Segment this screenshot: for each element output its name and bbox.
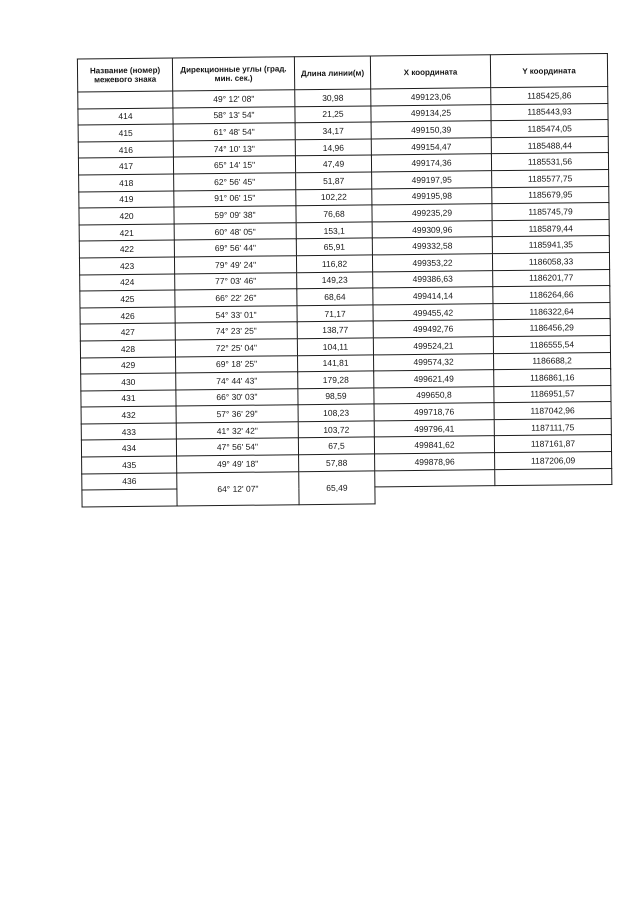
y-coordinate-cell: 1186322,64	[493, 302, 610, 320]
x-coordinate-cell: 499414,14	[373, 287, 493, 305]
point-name-cell: 426	[80, 307, 175, 325]
point-name-cell: 420	[79, 207, 174, 225]
direction-angle-cell: 60° 48' 05"	[174, 222, 296, 240]
x-coordinate-cell: 499154,47	[371, 137, 491, 155]
line-length-cell: 65,49	[299, 471, 375, 505]
y-coordinate-cell: 1185488,44	[491, 136, 608, 154]
direction-angle-cell: 57° 36' 29"	[176, 405, 298, 423]
line-length-cell: 47,49	[295, 155, 371, 172]
point-name-cell: 425	[80, 290, 175, 308]
line-length-cell: 30,98	[295, 89, 371, 106]
y-coordinate-cell: 1185474,05	[491, 120, 608, 138]
header-line-length: Длина линии(м)	[294, 56, 370, 90]
line-length-cell: 34,17	[295, 122, 371, 139]
point-name-cell: 436	[82, 473, 177, 491]
y-coordinate-cell: 1186688,2	[493, 352, 610, 370]
line-length-cell: 103,72	[298, 421, 374, 438]
direction-angle-cell: 74° 23' 25"	[175, 322, 297, 340]
y-coordinate-cell: 1187111,75	[494, 418, 611, 436]
direction-angle-cell: 74° 44' 43"	[176, 372, 298, 390]
x-coordinate-cell: 499796,41	[374, 420, 494, 438]
x-coordinate-cell: 499455,42	[373, 303, 493, 321]
header-y-coordinate: Y координата	[490, 53, 607, 87]
point-name-cell: 428	[80, 340, 175, 358]
line-length-cell: 141,81	[298, 354, 374, 371]
direction-angle-cell: 66° 22' 26"	[175, 289, 297, 307]
y-coordinate-cell: 1185443,93	[491, 103, 608, 121]
y-coordinate-cell: 1185879,44	[492, 219, 609, 237]
direction-angle-cell: 58° 13' 54"	[173, 106, 295, 124]
y-coordinate-cell: 1185745,79	[492, 203, 609, 221]
line-length-cell: 65,91	[296, 238, 372, 255]
point-name-cell	[82, 489, 177, 507]
y-coordinate-cell: 1186456,29	[493, 319, 610, 337]
line-length-cell: 68,64	[297, 288, 373, 305]
y-coordinate-cell: 1186555,54	[493, 335, 610, 353]
x-coordinate-cell: 499718,76	[374, 403, 494, 421]
line-length-cell: 76,68	[296, 205, 372, 222]
x-coordinate-cell: 499309,96	[372, 220, 492, 238]
line-length-cell: 21,25	[295, 106, 371, 123]
direction-angle-cell: 66° 30' 03"	[176, 388, 298, 406]
direction-angle-cell: 74° 10' 13"	[173, 140, 295, 158]
direction-angle-cell: 69° 56' 44"	[174, 239, 296, 257]
line-length-cell: 51,87	[296, 172, 372, 189]
x-coordinate-cell	[375, 469, 495, 487]
direction-angle-cell: 47° 56' 54"	[176, 438, 298, 456]
point-name-cell: 414	[78, 108, 173, 126]
line-length-cell: 14,96	[295, 139, 371, 156]
direction-angle-cell: 65° 14' 15"	[173, 156, 295, 174]
line-length-cell: 102,22	[296, 189, 372, 206]
y-coordinate-cell: 1186951,57	[494, 385, 611, 403]
x-coordinate-cell: 499197,95	[372, 171, 492, 189]
point-name-cell: 431	[81, 390, 176, 408]
point-name-cell: 415	[78, 124, 173, 142]
point-name-cell: 429	[81, 357, 176, 375]
x-coordinate-cell: 499574,32	[374, 353, 494, 371]
direction-angle-cell: 69° 18' 25"	[176, 355, 298, 373]
x-coordinate-cell: 499621,49	[374, 370, 494, 388]
point-name-cell: 435	[82, 456, 177, 474]
y-coordinate-cell: 1186201,77	[493, 269, 610, 287]
direction-angle-cell: 77° 03' 46"	[175, 272, 297, 290]
x-coordinate-cell: 499353,22	[372, 254, 492, 272]
direction-angle-cell: 64° 12' 07"	[177, 471, 299, 505]
x-coordinate-cell: 499878,96	[375, 453, 495, 471]
line-length-cell: 179,28	[298, 371, 374, 388]
point-name-cell: 430	[81, 373, 176, 391]
y-coordinate-cell: 1186861,16	[494, 369, 611, 387]
point-name-cell: 434	[81, 439, 176, 457]
point-name-cell: 418	[79, 174, 174, 192]
point-name-cell: 417	[78, 157, 173, 175]
x-coordinate-cell: 499841,62	[374, 436, 494, 454]
x-coordinate-cell: 499150,39	[371, 121, 491, 139]
y-coordinate-cell: 1185577,75	[492, 169, 609, 187]
point-name-cell	[78, 91, 173, 109]
x-coordinate-cell: 499174,36	[371, 154, 491, 172]
x-coordinate-cell: 499386,63	[373, 270, 493, 288]
point-name-cell: 424	[80, 274, 175, 292]
header-point-name: Название (номер) межевого знака	[77, 58, 172, 92]
x-coordinate-cell: 499650,8	[374, 386, 494, 404]
line-length-cell: 57,88	[299, 454, 375, 471]
line-length-cell: 138,77	[297, 321, 373, 338]
point-name-cell: 421	[79, 224, 174, 242]
direction-angle-cell: 41° 32' 42"	[176, 422, 298, 440]
line-length-cell: 67,5	[298, 437, 374, 454]
y-coordinate-cell: 1187042,96	[494, 402, 611, 420]
header-x-coordinate: X координата	[370, 55, 490, 89]
point-name-cell: 433	[81, 423, 176, 441]
line-length-cell: 98,59	[298, 388, 374, 405]
y-coordinate-cell: 1185425,86	[491, 86, 608, 104]
y-coordinate-cell: 1185679,95	[492, 186, 609, 204]
header-direction-angle: Дирекционные углы (град. мин. сек.)	[172, 57, 294, 91]
x-coordinate-cell: 499332,58	[372, 237, 492, 255]
y-coordinate-cell: 1186058,33	[492, 252, 609, 270]
point-name-cell: 427	[80, 323, 175, 341]
direction-angle-cell: 54° 33' 01"	[175, 305, 297, 323]
x-coordinate-cell: 499195,98	[372, 187, 492, 205]
y-coordinate-cell: 1185941,35	[492, 236, 609, 254]
direction-angle-cell: 59° 09' 38"	[174, 206, 296, 224]
y-coordinate-cell: 1186264,66	[493, 286, 610, 304]
direction-angle-cell: 91° 06' 15"	[174, 189, 296, 207]
point-name-cell: 416	[78, 141, 173, 159]
y-coordinate-cell: 1187161,87	[494, 435, 611, 453]
x-coordinate-cell: 499235,29	[372, 204, 492, 222]
point-name-cell: 432	[81, 406, 176, 424]
direction-angle-cell: 72° 25' 04"	[175, 339, 297, 357]
y-coordinate-cell: 1187206,09	[495, 452, 612, 470]
line-length-cell: 116,82	[296, 255, 372, 272]
direction-angle-cell: 62° 56' 45"	[174, 173, 296, 191]
direction-angle-cell: 79° 49' 24"	[174, 256, 296, 274]
x-coordinate-cell: 499524,21	[373, 337, 493, 355]
line-length-cell: 153,1	[296, 222, 372, 239]
boundary-coordinates-table	[77, 53, 613, 507]
point-name-cell: 423	[79, 257, 174, 275]
x-coordinate-cell: 499134,25	[371, 104, 491, 122]
x-coordinate-cell: 499123,06	[371, 88, 491, 106]
line-length-cell: 71,17	[297, 305, 373, 322]
direction-angle-cell: 61° 48' 54"	[173, 123, 295, 141]
table-body	[78, 86, 612, 506]
line-length-cell: 108,23	[298, 404, 374, 421]
direction-angle-cell: 49° 49' 18"	[177, 455, 299, 473]
point-name-cell: 419	[79, 191, 174, 209]
line-length-cell: 104,11	[297, 338, 373, 355]
y-coordinate-cell	[495, 468, 612, 486]
x-coordinate-cell: 499492,76	[373, 320, 493, 338]
line-length-cell: 149,23	[297, 271, 373, 288]
direction-angle-cell: 49° 12' 08"	[173, 90, 295, 108]
point-name-cell: 422	[79, 240, 174, 258]
table-header-row	[77, 53, 607, 92]
y-coordinate-cell: 1185531,56	[491, 153, 608, 171]
